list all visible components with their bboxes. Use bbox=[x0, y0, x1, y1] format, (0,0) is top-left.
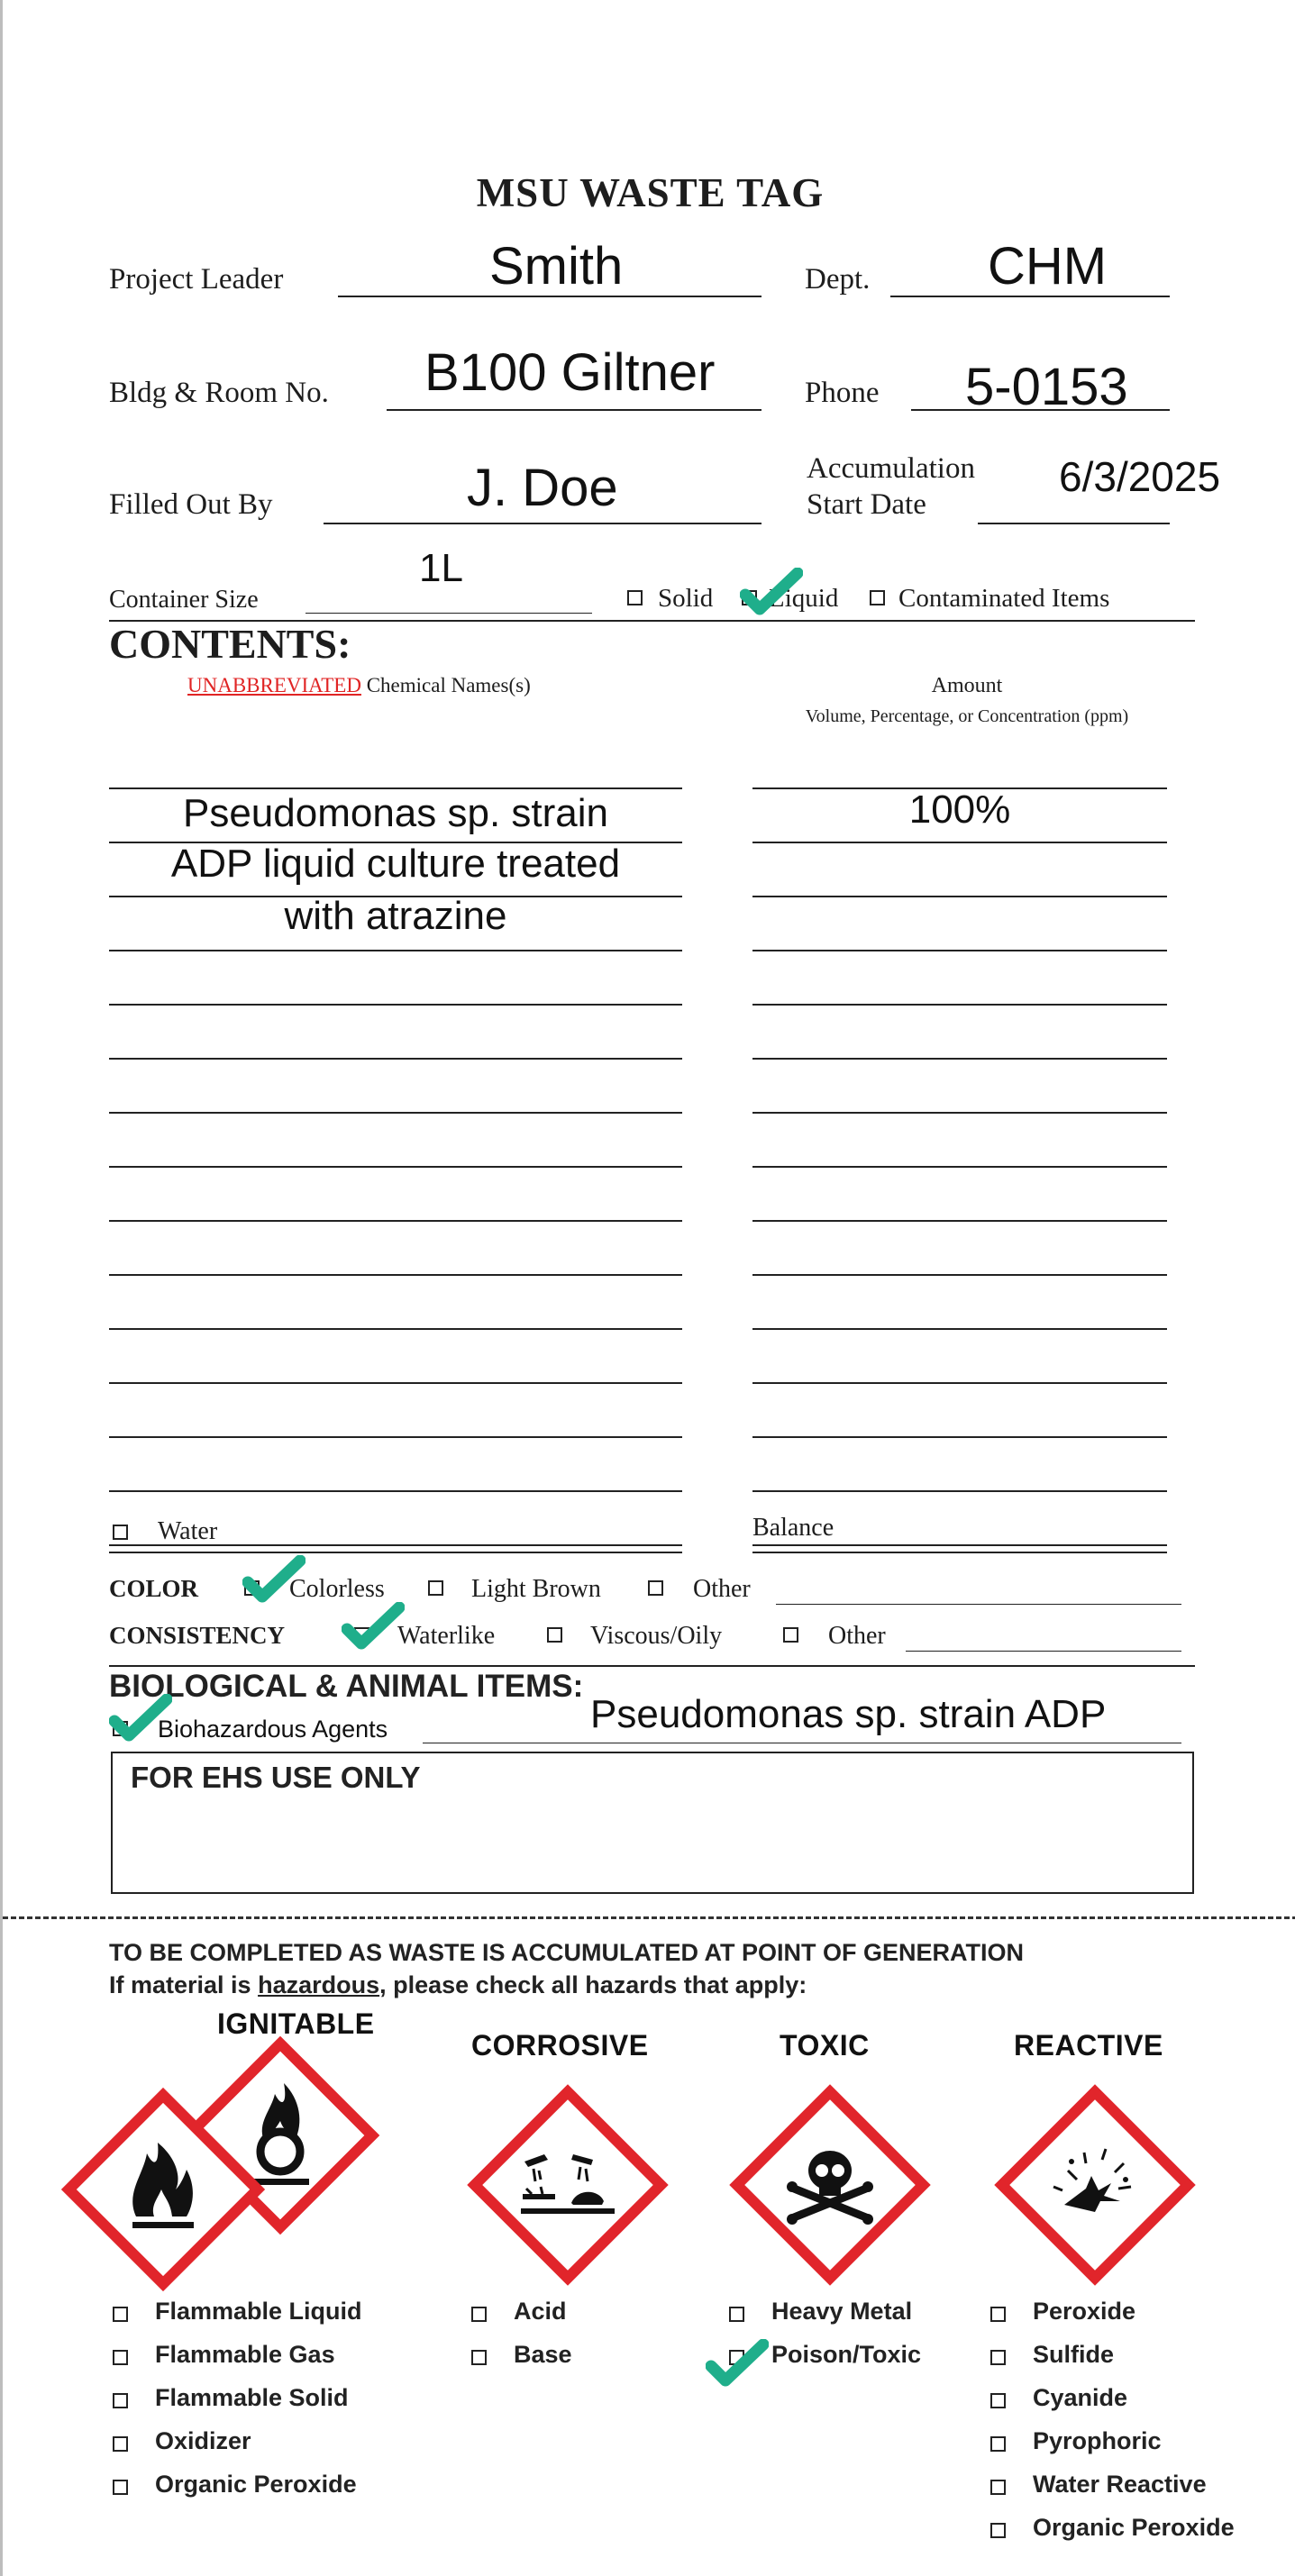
hazard-item-organic-peroxide bbox=[990, 2514, 1235, 2542]
liquid-label: Liquid bbox=[769, 584, 839, 613]
viscous-oily-checkbox[interactable] bbox=[547, 1627, 562, 1643]
poison-toxic-check-icon bbox=[706, 2339, 769, 2388]
hazard-item-sulfide bbox=[990, 2341, 1114, 2369]
hazard-instructions-line-2 bbox=[109, 1971, 807, 1999]
cyanide-checkbox[interactable] bbox=[990, 2393, 1006, 2408]
organic-peroxide-checkbox[interactable] bbox=[113, 2480, 128, 2495]
heavy-metal-label: Heavy Metal bbox=[771, 2298, 913, 2325]
hazard-item-acid bbox=[471, 2298, 567, 2326]
page-title: MSU WASTE TAG bbox=[476, 170, 825, 215]
flammable-gas-checkbox[interactable] bbox=[113, 2350, 128, 2365]
amount-subheader: Volume, Percentage, or Concentration (ppm) bbox=[805, 706, 1129, 726]
hazard-item-water-reactive bbox=[990, 2471, 1207, 2499]
chemical-name-line[interactable] bbox=[109, 1220, 682, 1222]
chemical-name-line[interactable] bbox=[109, 787, 682, 789]
cyanide-label: Cyanide bbox=[1033, 2384, 1128, 2411]
water-label: Water bbox=[158, 1517, 218, 1545]
heavy-metal-checkbox[interactable] bbox=[729, 2307, 744, 2322]
phone-label: Phone bbox=[805, 377, 880, 409]
acid-checkbox[interactable] bbox=[471, 2307, 487, 2322]
water-reactive-label: Water Reactive bbox=[1033, 2471, 1207, 2498]
filled-by-field[interactable]: J. Doe bbox=[467, 459, 618, 517]
chemical-name-line[interactable] bbox=[109, 1004, 682, 1006]
filled-by-line bbox=[324, 523, 761, 524]
amount-line[interactable] bbox=[752, 1544, 1167, 1546]
hazard-item-flammable-solid bbox=[113, 2384, 349, 2412]
hazard-pictograms bbox=[3, 2036, 1295, 2307]
biohazardous-agents-field[interactable]: Pseudomonas sp. strain ADP bbox=[590, 1692, 1107, 1736]
accumulation-line bbox=[978, 523, 1170, 524]
amount-line[interactable] bbox=[752, 1274, 1167, 1276]
biohazardous-check-icon bbox=[109, 1694, 172, 1743]
chemical-name-line[interactable] bbox=[109, 1058, 682, 1060]
organic-peroxide-checkbox[interactable] bbox=[990, 2523, 1006, 2538]
sulfide-label: Sulfide bbox=[1033, 2341, 1115, 2368]
chemical-names-text: Chemical Names(s) bbox=[360, 674, 531, 696]
oxidizer-checkbox[interactable] bbox=[113, 2436, 128, 2452]
bldg-room-line bbox=[387, 409, 761, 411]
unabbreviated-text: UNABBREVIATED bbox=[187, 674, 361, 696]
hazard-line2-pre: If material is bbox=[109, 1971, 259, 1998]
color-other-line[interactable] bbox=[776, 1604, 1181, 1605]
hazard-line2-post: , please check all hazards that apply: bbox=[379, 1971, 807, 1998]
chemical-name-line[interactable] bbox=[109, 1436, 682, 1438]
chemical-names-header bbox=[187, 674, 531, 697]
consistency-row-line bbox=[109, 1665, 1195, 1667]
chemical-name-line-2[interactable]: ADP liquid culture treated bbox=[170, 842, 621, 886]
oxidizer-label: Oxidizer bbox=[155, 2427, 251, 2454]
project-leader-label: Project Leader bbox=[109, 263, 284, 296]
hazard-item-peroxide bbox=[990, 2298, 1135, 2326]
organic-peroxide-label: Organic Peroxide bbox=[1033, 2514, 1235, 2541]
poison-toxic-label: Poison/Toxic bbox=[771, 2341, 922, 2368]
hazard-item-base bbox=[471, 2341, 572, 2369]
amount-line[interactable] bbox=[752, 1490, 1167, 1492]
accumulation-label-1: Accumulation bbox=[807, 452, 975, 485]
chemical-name-line-1[interactable]: Pseudomonas sp. strain bbox=[182, 791, 609, 835]
project-leader-field[interactable]: Smith bbox=[489, 237, 624, 296]
contents-heading: CONTENTS: bbox=[109, 621, 351, 667]
hazard-item-flammable-liquid bbox=[113, 2298, 362, 2326]
amount-line[interactable] bbox=[752, 1220, 1167, 1222]
hazard-item-heavy-metal bbox=[729, 2298, 912, 2326]
solid-label: Solid bbox=[658, 584, 714, 613]
consistency-other-line[interactable] bbox=[906, 1651, 1181, 1652]
chemical-name-line-3[interactable]: with atrazine bbox=[284, 894, 507, 938]
water-checkbox[interactable] bbox=[113, 1525, 128, 1540]
hazard-item-pyrophoric bbox=[990, 2427, 1162, 2455]
chemical-name-line[interactable] bbox=[109, 950, 682, 951]
reactive-title: REACTIVE bbox=[1014, 2029, 1163, 2062]
hazard-item-cyanide bbox=[990, 2384, 1127, 2412]
hazard-item-organic-peroxide bbox=[113, 2471, 357, 2499]
dept-label: Dept. bbox=[805, 263, 871, 296]
balance-line bbox=[752, 1552, 1167, 1553]
accumulation-field[interactable]: 6/3/2025 bbox=[1059, 453, 1221, 500]
base-label: Base bbox=[514, 2341, 572, 2368]
viscous-oily-label: Viscous/Oily bbox=[590, 1622, 723, 1650]
light-brown-checkbox[interactable] bbox=[428, 1580, 443, 1596]
chemical-name-line[interactable] bbox=[109, 1490, 682, 1492]
consistency-other-checkbox[interactable] bbox=[783, 1627, 798, 1643]
amount-line[interactable] bbox=[752, 1328, 1167, 1330]
container-size-label: Container Size bbox=[109, 586, 259, 614]
waterlike-label: Waterlike bbox=[397, 1622, 496, 1650]
amount-value[interactable]: 100% bbox=[908, 787, 1011, 832]
amount-line[interactable] bbox=[752, 842, 1167, 843]
biohazardous-agents-label: Biohazardous Agents bbox=[158, 1716, 388, 1743]
corrosive-title: CORROSIVE bbox=[471, 2029, 649, 2062]
amount-line[interactable] bbox=[752, 1004, 1167, 1006]
flammable-liquid-label: Flammable Liquid bbox=[155, 2298, 362, 2325]
cut-line bbox=[3, 1916, 1295, 1919]
flammable-solid-label: Flammable Solid bbox=[155, 2384, 349, 2411]
pyrophoric-checkbox[interactable] bbox=[990, 2436, 1006, 2452]
organic-peroxide-label: Organic Peroxide bbox=[155, 2471, 357, 2498]
consistency-label: CONSISTENCY bbox=[109, 1622, 286, 1649]
toxic-title: TOXIC bbox=[780, 2029, 870, 2062]
exploding-bomb-pictogram bbox=[1002, 2092, 1188, 2278]
flammable-liquid-checkbox[interactable] bbox=[113, 2307, 128, 2322]
amount-line[interactable] bbox=[752, 1436, 1167, 1438]
acid-label: Acid bbox=[514, 2298, 567, 2325]
liquid-check-icon bbox=[740, 568, 803, 616]
ehs-label: FOR EHS USE ONLY bbox=[131, 1761, 421, 1794]
color-other-checkbox[interactable] bbox=[648, 1580, 663, 1596]
solid-checkbox[interactable] bbox=[627, 590, 643, 605]
container-size-field[interactable]: 1L bbox=[419, 546, 463, 590]
amount-line[interactable] bbox=[752, 1166, 1167, 1168]
dept-field[interactable]: CHM bbox=[988, 237, 1108, 296]
biological-heading: BIOLOGICAL & ANIMAL ITEMS: bbox=[109, 1669, 584, 1704]
color-label: COLOR bbox=[109, 1575, 199, 1602]
waterlike-check-icon bbox=[342, 1602, 405, 1651]
filled-by-label: Filled Out By bbox=[109, 488, 273, 521]
corrosion-pictogram bbox=[475, 2092, 661, 2278]
amount-header: Amount bbox=[931, 674, 1003, 697]
accumulation-label-2: Start Date bbox=[807, 488, 926, 521]
hazard-item-oxidizer bbox=[113, 2427, 251, 2455]
ignitable-title: IGNITABLE bbox=[217, 2007, 375, 2040]
colorless-label: Colorless bbox=[289, 1575, 385, 1603]
phone-field[interactable]: 5-0153 bbox=[965, 358, 1128, 416]
amount-line[interactable] bbox=[752, 950, 1167, 951]
sulfide-checkbox[interactable] bbox=[990, 2350, 1006, 2365]
color-other-label: Other bbox=[693, 1575, 751, 1603]
light-brown-label: Light Brown bbox=[471, 1575, 601, 1603]
hazard-instructions-line-1: TO BE COMPLETED AS WASTE IS ACCUMULATED AT POINT OF GENERATION bbox=[109, 1939, 1025, 1966]
pyrophoric-label: Pyrophoric bbox=[1033, 2427, 1162, 2454]
chemical-name-line[interactable] bbox=[109, 1382, 682, 1384]
amount-line[interactable] bbox=[752, 1382, 1167, 1384]
container-size-line bbox=[306, 613, 592, 614]
base-checkbox[interactable] bbox=[471, 2350, 487, 2365]
peroxide-checkbox[interactable] bbox=[990, 2307, 1006, 2322]
contaminated-items-checkbox[interactable] bbox=[870, 590, 885, 605]
amount-line[interactable] bbox=[752, 896, 1167, 897]
bldg-room-field[interactable]: B100 Giltner bbox=[424, 343, 716, 402]
hazard-line2-underlined: hazardous bbox=[258, 1971, 380, 1998]
bldg-room-label: Bldg & Room No. bbox=[109, 377, 329, 409]
hazard-item-flammable-gas bbox=[113, 2341, 335, 2369]
consistency-other-label: Other bbox=[828, 1622, 886, 1650]
water-line bbox=[109, 1552, 682, 1553]
amount-line[interactable] bbox=[752, 1112, 1167, 1114]
water-reactive-checkbox[interactable] bbox=[990, 2480, 1006, 2495]
contaminated-items-label: Contaminated Items bbox=[898, 584, 1110, 613]
skull-crossbones-pictogram bbox=[737, 2092, 923, 2278]
chemical-name-line[interactable] bbox=[109, 1112, 682, 1114]
chemical-name-line[interactable] bbox=[109, 1328, 682, 1330]
colorless-check-icon bbox=[242, 1555, 306, 1604]
chemical-name-line[interactable] bbox=[109, 1166, 682, 1168]
peroxide-label: Peroxide bbox=[1033, 2298, 1136, 2325]
flammable-gas-label: Flammable Gas bbox=[155, 2341, 335, 2368]
amount-line[interactable] bbox=[752, 1058, 1167, 1060]
flammable-solid-checkbox[interactable] bbox=[113, 2393, 128, 2408]
balance-label: Balance bbox=[752, 1514, 834, 1542]
chemical-name-line[interactable] bbox=[109, 1274, 682, 1276]
